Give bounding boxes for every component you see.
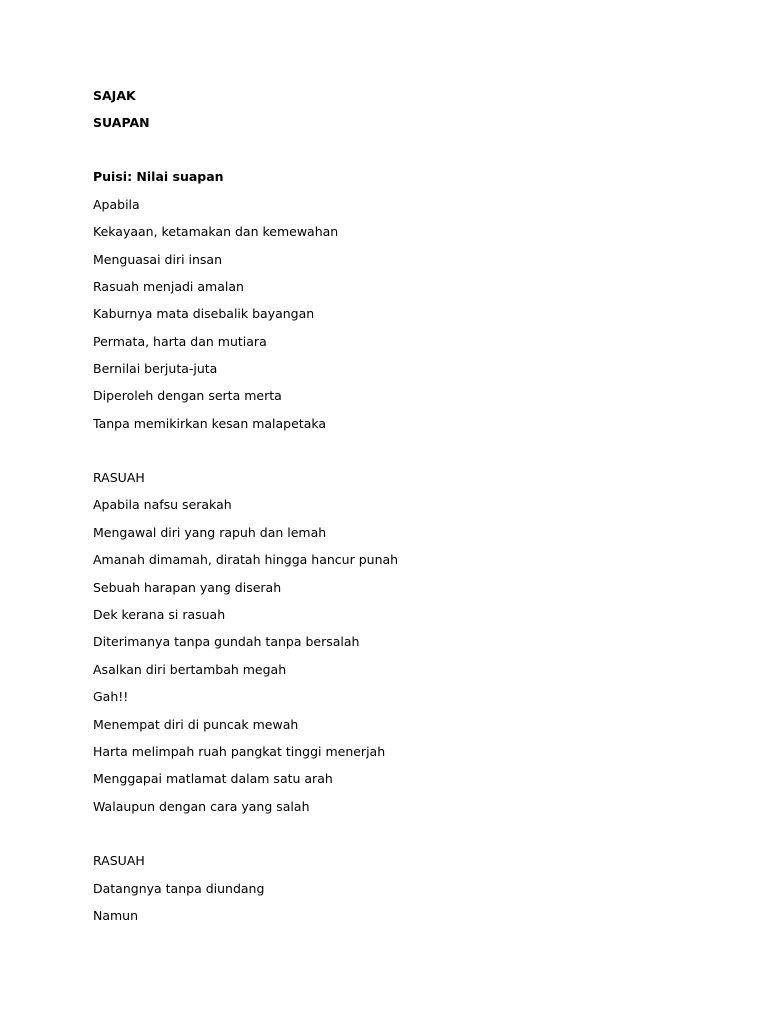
poem-line: Asalkan diri bertambah megah [93, 662, 287, 677]
poem-line: Bernilai berjuta-juta [93, 361, 218, 376]
stanza-1-heading: Puisi: Nilai suapan [93, 169, 224, 184]
document-title-sajak: SAJAK [93, 88, 136, 103]
poem-line: Amanah dimamah, diratah hingga hancur punah [93, 552, 399, 567]
poem-line: Rasuah menjadi amalan [93, 279, 244, 294]
poem-line: Sebuah harapan yang diserah [93, 580, 282, 595]
poem-line: Menggapai matlamat dalam satu arah [93, 771, 333, 786]
poem-line: Datangnya tanpa diundang [93, 881, 265, 896]
poem-line: Permata, harta dan mutiara [93, 334, 267, 349]
poem-line: Namun [93, 908, 139, 923]
poem-line: Mengawal diri yang rapuh dan lemah [93, 525, 327, 540]
stanza-2-heading: RASUAH [93, 470, 145, 485]
poem-line: Apabila [93, 197, 140, 212]
poem-line: Apabila nafsu serakah [93, 497, 232, 512]
poem-line: Diperoleh dengan serta merta [93, 388, 282, 403]
poem-line: Gah!! [93, 689, 129, 704]
document-title-suapan: SUAPAN [93, 115, 150, 130]
poem-line: Kekayaan, ketamakan dan kemewahan [93, 224, 339, 239]
poem-line: Dek kerana si rasuah [93, 607, 226, 622]
poem-line: Harta melimpah ruah pangkat tinggi menerjah [93, 744, 386, 759]
poem-line: Tanpa memikirkan kesan malapetaka [93, 416, 327, 431]
poem-line: Diterimanya tanpa gundah tanpa bersalah [93, 634, 360, 649]
poem-line: Walaupun dengan cara yang salah [93, 799, 310, 814]
stanza-3-heading: RASUAH [93, 853, 145, 868]
poem-line: Menempat diri di puncak mewah [93, 717, 299, 732]
poem-line: Kaburnya mata disebalik bayangan [93, 306, 315, 321]
poem-line: Menguasai diri insan [93, 252, 223, 267]
